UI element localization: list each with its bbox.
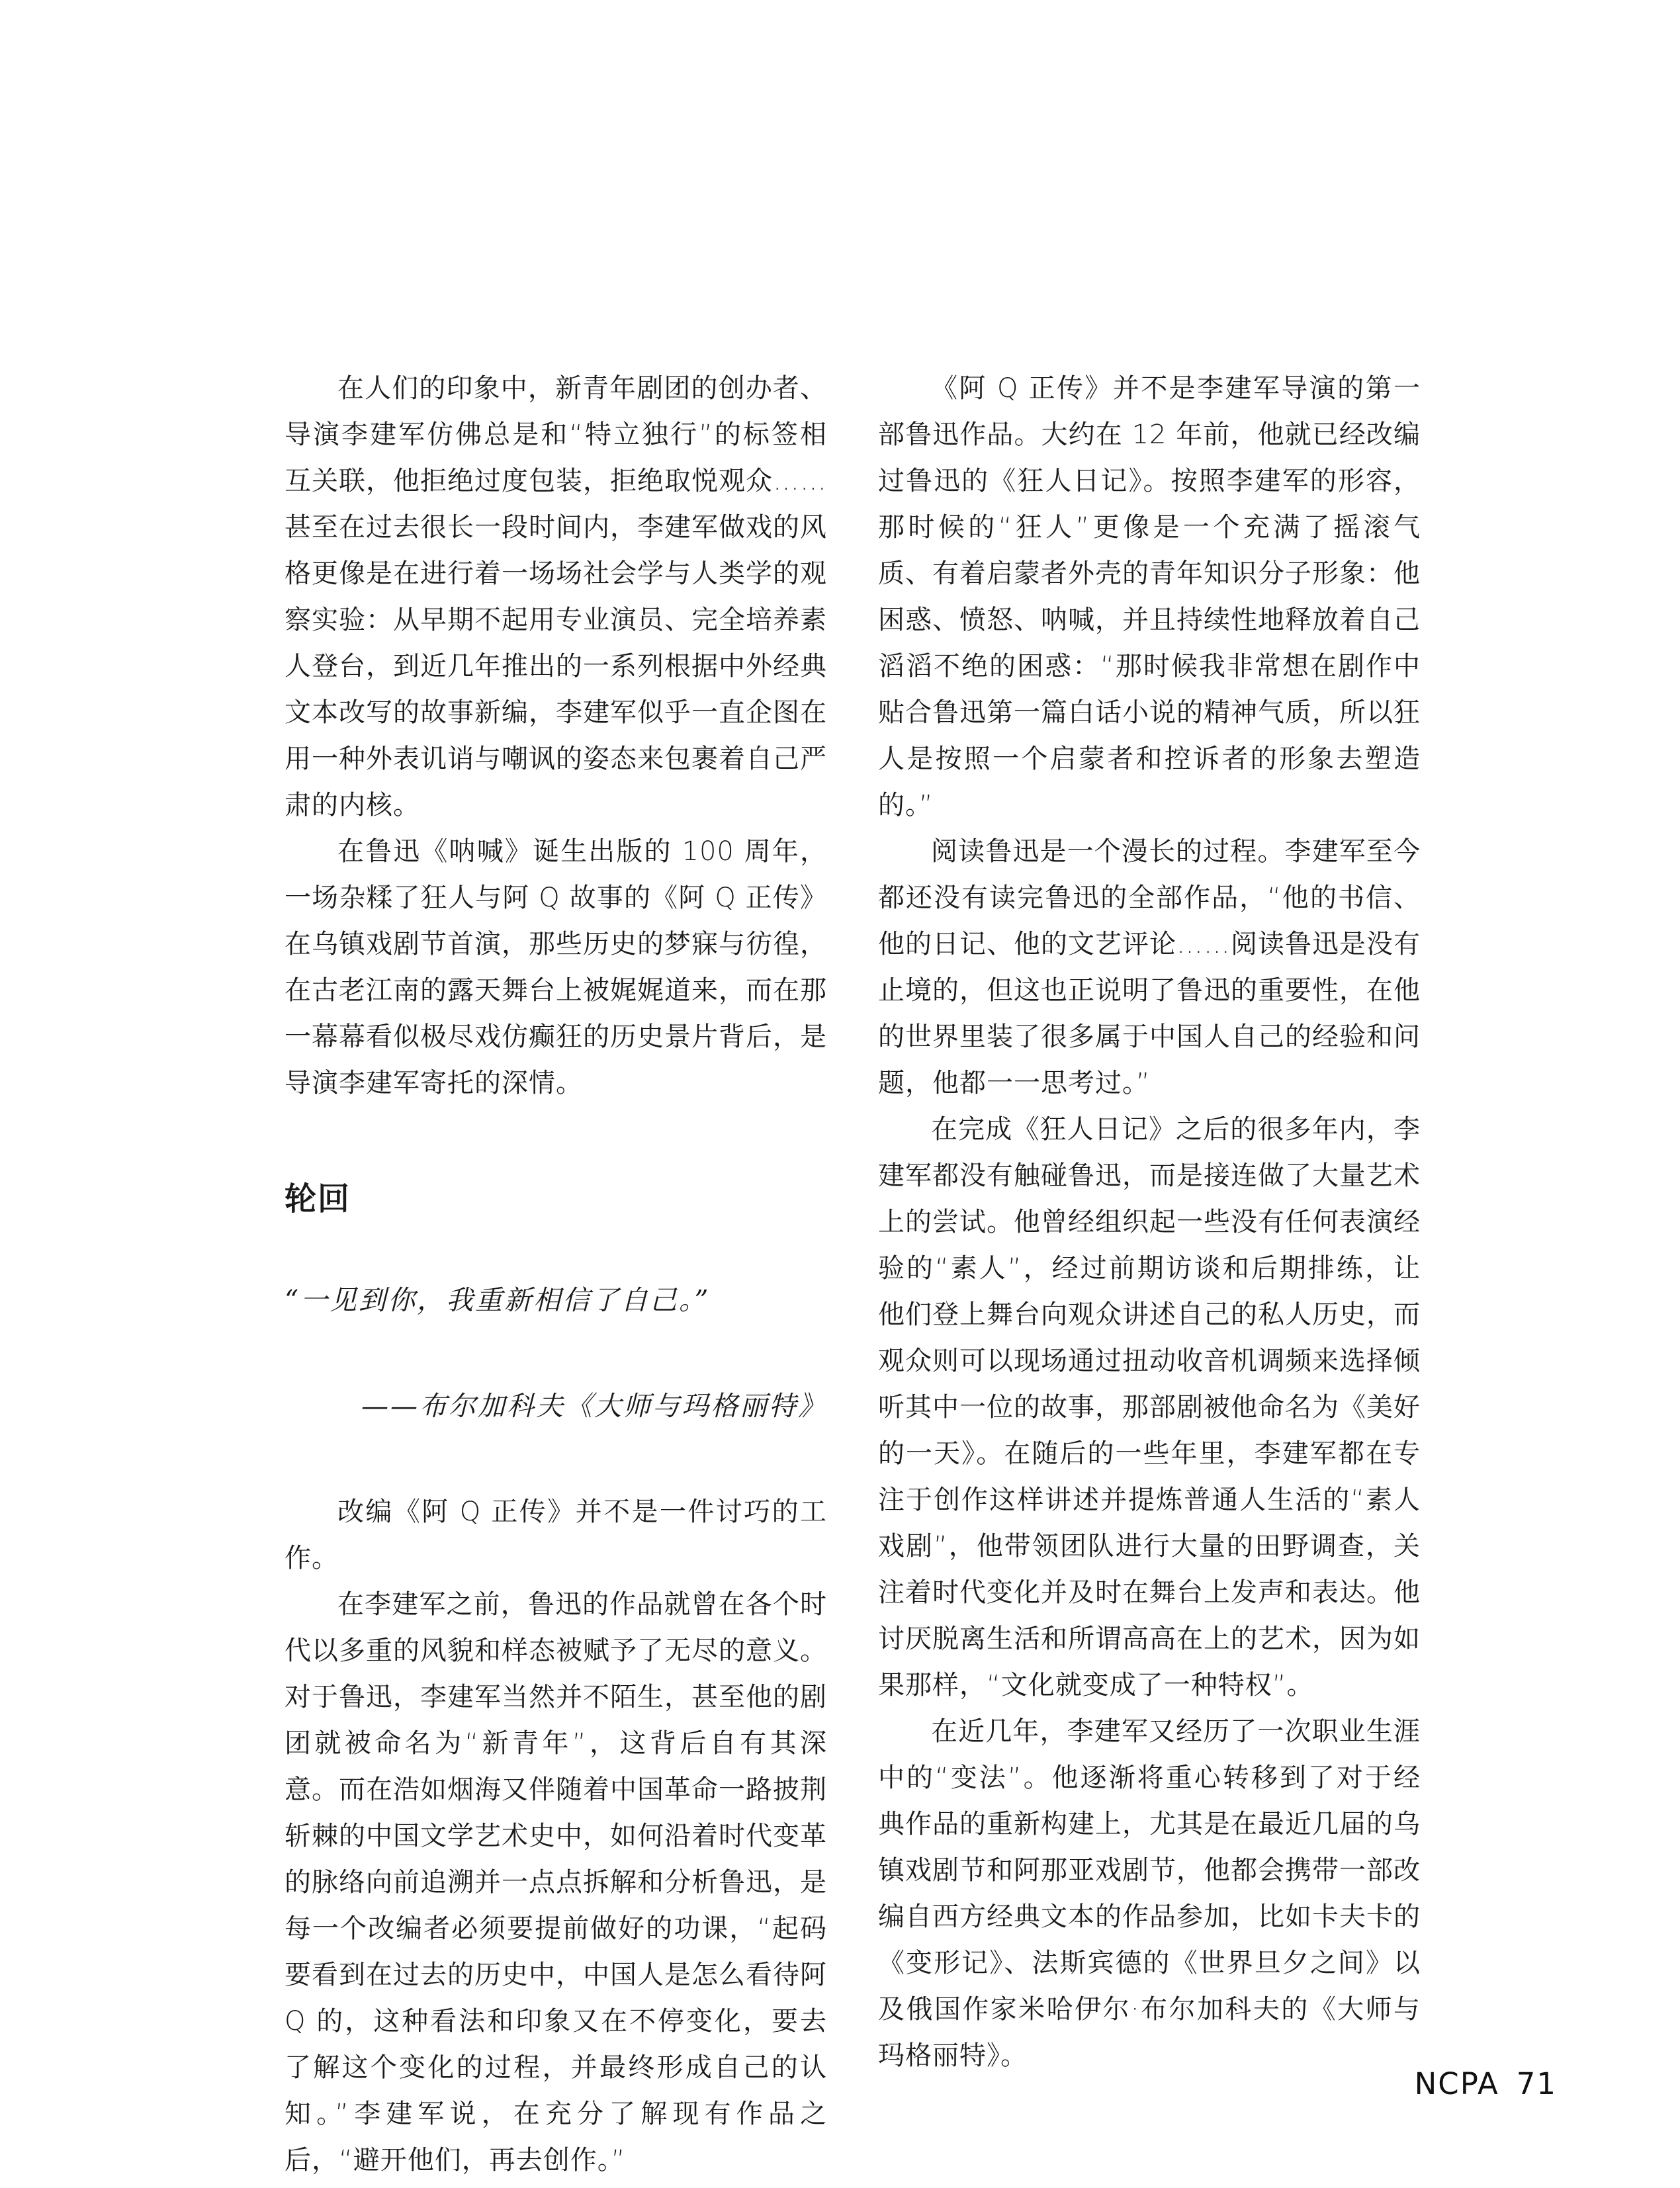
paragraph-diary-of-madman: 《阿 Q 正传》并不是李建军导演的第一部鲁迅作品。大约在 12 年前，他就已经改编过鲁迅的《狂人日记》。按照李建军的形容，那时候的“狂人”更像是一个充满了摇滚气质、有着启蒙者外壳的青年知识分子形象：他困惑、愤怒、呐喊，并且持续性地释放着自己滔滔不绝的困惑：“那时候我非常想在剧作中贴合鲁迅第一篇白话小说的精神气质，所以狂人是按照一个启蒙者和控诉者的形象去塑造的。” bbox=[878, 373, 1421, 820]
paragraph-reading-luxun: 阅读鲁迅是一个漫长的过程。李建军至今都还没有读完鲁迅的全部作品，“他的书信、他的日记、他的文艺评论……阅读鲁迅是没有止境的，但这也正说明了鲁迅的重要性，在他的世界里装了很多属于中国人自己的经验和问题，他都一一思考过。” bbox=[878, 836, 1421, 1098]
paragraph-amateur-theatre: 在完成《狂人日记》之后的很多年内，李建军都没有触碰鲁迅，而是接连做了大量艺术上的尝试。他曾经组织起一些没有任何表演经验的“素人”，经过前期访谈和后期排练，让他们登上舞台向观众讲述自己的私人历史，而观众则可以现场通过扭动收音机调频来选择倾听其中一位的故事，那部剧被他命名为《美好的一天》。在随后的一些年里，李建军都在专注于创作这样讲述并提炼普通人生活的“素人戏剧”，他带领团队进行大量的田野调查，关注着时代变化并及时在舞台上发声和表达。他讨厌脱离生活和所谓高高在上的艺术，因为如果那样，“文化就变成了一种特权”。 bbox=[878, 1114, 1421, 1700]
quote-attribution: ——布尔加科夫《大师与玛格丽特》 bbox=[361, 1390, 827, 1422]
paragraph-adaptation: 改编《阿 Q 正传》并不是一件讨巧的工作。 bbox=[285, 1497, 827, 1573]
left-column bbox=[285, 365, 827, 2183]
magazine-name: NCPA bbox=[1414, 2066, 1499, 2101]
paragraph-recent-years: 在近几年，李建军又经历了一次职业生涯中的“变法”。他逐渐将重心转移到了对于经典作品的重新构建上，尤其是在最近几届的乌镇戏剧节和阿那亚戏剧节，他都会携带一部改编自西方经典文本的作品参加，比如卡夫卡的《变形记》、法斯宾德的《世界旦夕之间》以及俄国作家米哈伊尔·布尔加科夫的《大师与玛格丽特》。 bbox=[878, 1716, 1421, 2071]
paragraph-luxun-history: 在李建军之前，鲁迅的作品就曾在各个时代以多重的风貌和样态被赋予了无尽的意义。对于鲁迅，李建军当然并不陌生，甚至他的剧团就被命名为“新青年”，这背后自有其深意。而在浩如烟海又伴随着中国革命一路披荆斩棘的中国文学艺术史中，如何沿着时代变革的脉络向前追溯并一点点拆解和分析鲁迅，是每一个改编者必须要提前做好的功课，“起码要看到在过去的历史中，中国人是怎么看待阿 Q 的，这种看法和印象又在不停变化，要去了解这个变化的过程，并最终形成自己的认知。”李建军说，在充分了解现有作品之后，“避开他们，再去创作。” bbox=[285, 1589, 827, 2175]
section-heading: 轮回 bbox=[285, 1180, 351, 1217]
paragraph-premiere: 在鲁迅《呐喊》诞生出版的 100 周年，一场杂糅了狂人与阿 Q 故事的《阿 Q 正传》在乌镇戏剧节首演，那些历史的梦寐与彷徨，在古老江南的露天舞台上被娓娓道来，而在那一幕幕看似极尽戏仿癫狂的历史景片背后，是导演李建军寄托的深情。 bbox=[285, 836, 827, 1098]
page-number: 71 bbox=[1516, 2066, 1557, 2101]
right-column bbox=[878, 365, 1421, 2183]
article-body bbox=[285, 365, 1421, 2183]
quote-line: “一见到你，我重新相信了自己。” bbox=[285, 1284, 711, 1316]
page-footer bbox=[1415, 2068, 1557, 2100]
paragraph-intro: 在人们的印象中，新青年剧团的创办者、导演李建军仿佛总是和“特立独行”的标签相互关联，他拒绝过度包装，拒绝取悦观众……甚至在过去很长一段时间内，李建军做戏的风格更像是在进行着一场场社会学与人类学的观察实验：从早期不起用专业演员、完全培养素人登台，到近几年推出的一系列根据中外经典文本改写的故事新编，李建军似乎一直企图在用一种外表讥诮与嘲讽的姿态来包裹着自己严肃的内核。 bbox=[285, 373, 827, 820]
